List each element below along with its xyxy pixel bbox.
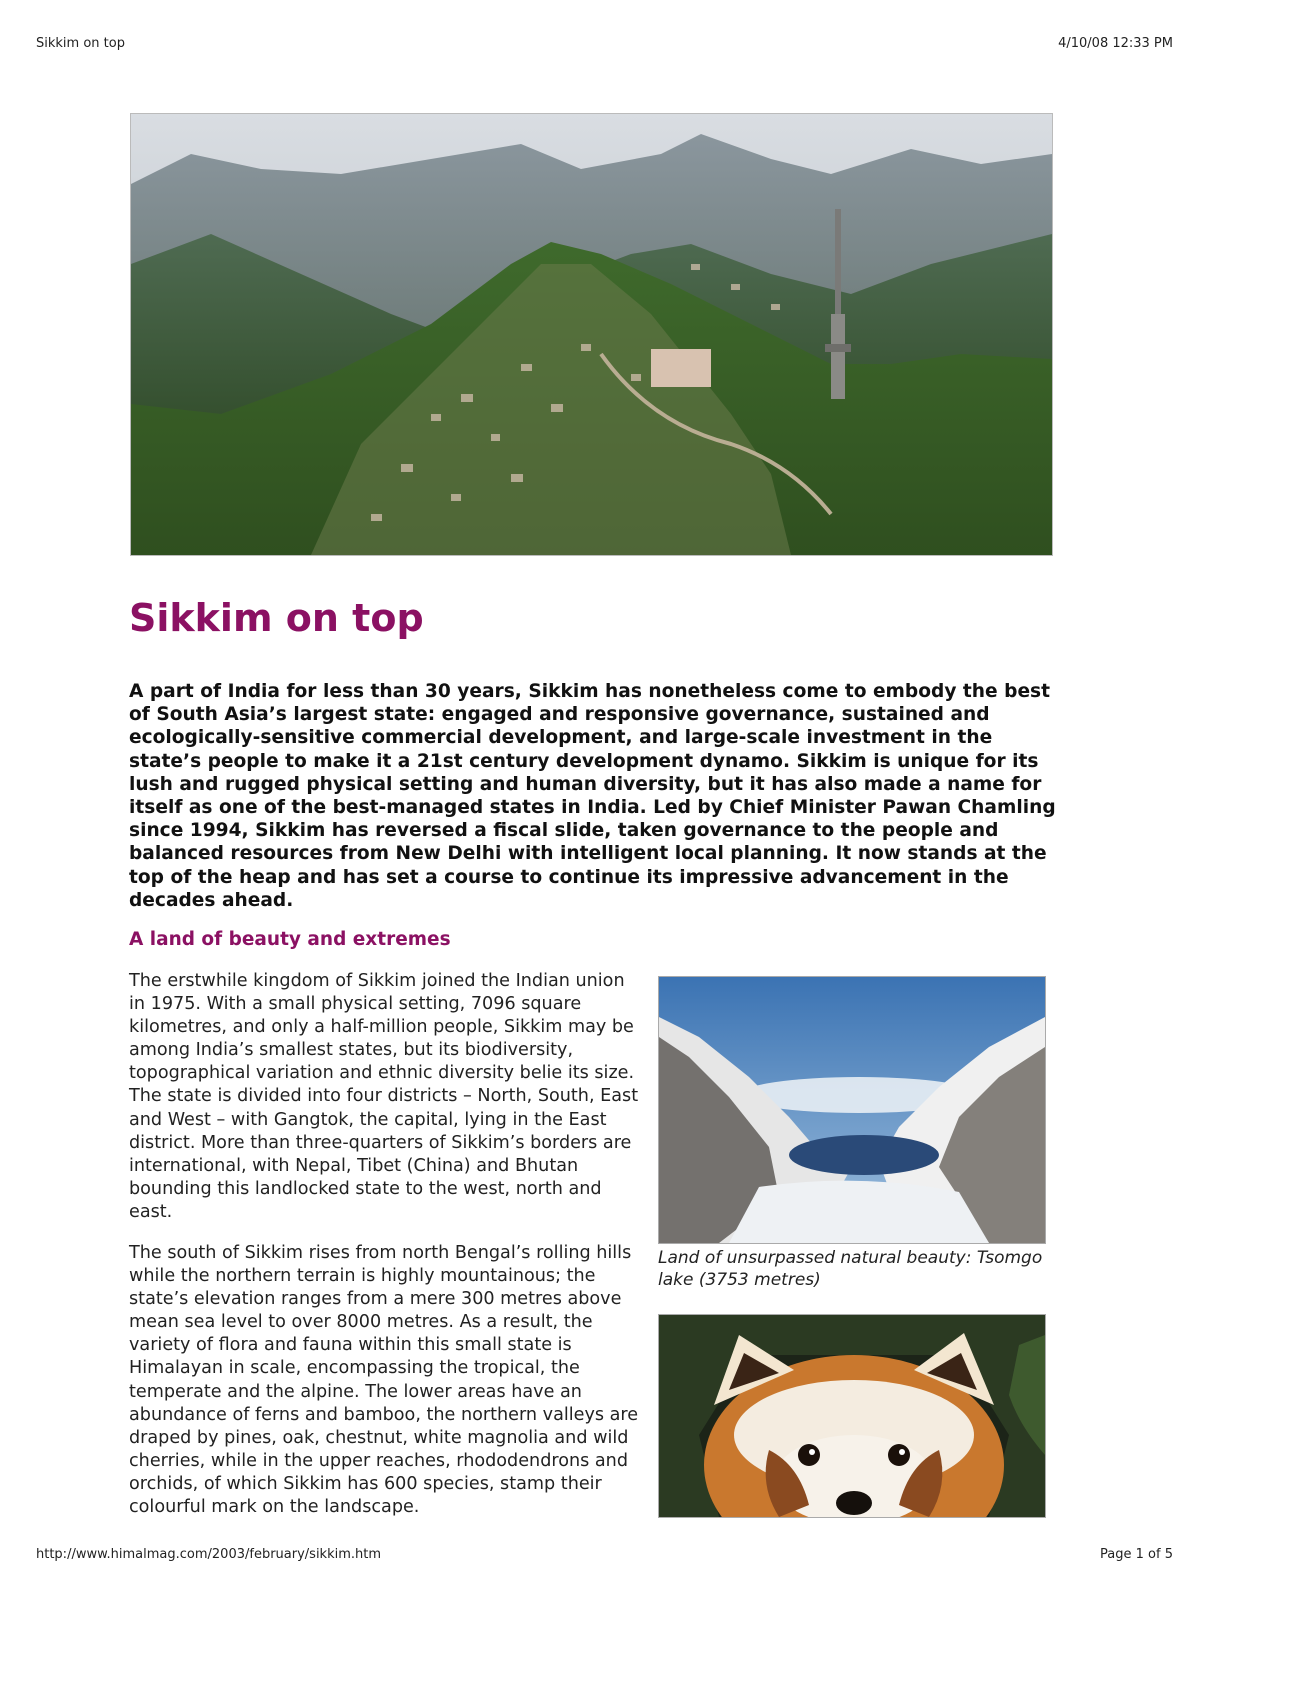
lake-photo-caption: Land of unsurpassed natural beauty: Tsomgo lake (3753 metres)	[658, 1248, 1043, 1290]
print-footer-url: http://www.himalmag.com/2003/february/sikkim.htm	[36, 1547, 382, 1562]
print-footer-page-number: Page 1 of 5	[1100, 1547, 1173, 1562]
tsomgo-lake-photo	[658, 976, 1046, 1244]
article-title: Sikkim on top	[129, 596, 424, 640]
hero-landscape-photo	[130, 113, 1053, 556]
print-header-datetime: 4/10/08 12:33 PM	[1058, 36, 1173, 51]
red-panda-photo	[658, 1314, 1046, 1518]
body-paragraph-2: The south of Sikkim rises from north Bengal’s rolling hills while the northern terrain is highly mountainous; the state’s elevation ranges from a mere 300 metres above mean sea level to over 8000 metres. As a result, the variety of flora and fauna within this small state is Himalayan in scale, encompassing the tropical, the temperate and the alpine. The lower areas have an abundance of ferns and bamboo, the northern valleys are draped by pines, oak, chestnut, white magnolia and wild cherries, while in the upper reaches, rhododendrons and orchids, of which Sikkim has 600 species, stamp their colourful mark on the landscape.	[129, 1243, 639, 1518]
body-paragraph-1: The erstwhile kingdom of Sikkim joined the Indian union in 1975. With a small physical setting, 7096 square kilometres, and only a half-million people, Sikkim may be among India’s smallest states, but its biodiversity, topographical variation and ethnic diversity belie its size. The state is divided into four districts – North, South, East and West – with Gangtok, the capital, lying in the East district. More than three-quarters of Sikkim’s borders are international, with Nepal, Tibet (China) and Bhutan bounding this landlocked state to the west, north and east.	[129, 971, 639, 1222]
print-header-title: Sikkim on top	[36, 36, 125, 51]
article-lead-paragraph: A part of India for less than 30 years, Sikkim has nonetheless come to embody the best of South Asia’s largest state: engaged and responsive governance, sustained and ecologically-sensitive commercial development, and large-scale investment in the state’s people to make it a 21st century development dynamo. Sikkim is unique for its lush and rugged physical setting and human diversity, but it has also made a name for itself as one of the best-managed states in India. Led by Chief Minister Pawan Chamling since 1994, Sikkim has reversed a fiscal slide, taken governance to the people and balanced resources from New Delhi with intelligent local planning. It now stands at the top of the heap and has set a course to continue its impressive advancement in the decades ahead.	[129, 681, 1056, 911]
section-heading: A land of beauty and extremes	[129, 929, 451, 950]
